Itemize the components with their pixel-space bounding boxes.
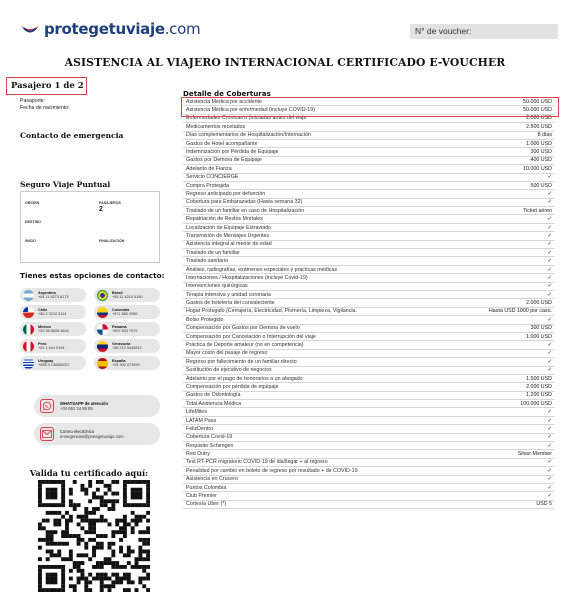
voucher-number-field: N° de voucher: [410,24,558,39]
coverage-row [183,308,555,316]
panama-flag-icon [97,324,108,335]
coverage-value: ✓ [547,249,552,256]
coverage-label: Asistencia integral al menor de edad [186,241,272,248]
contact-peru[interactable] [20,339,86,353]
country-name: Venezuela [112,341,131,346]
email-contact[interactable] [34,423,160,445]
coverage-value: 300 USD [530,149,552,156]
coverage-value: ✓ [547,425,552,432]
coverage-value: ✓ [547,350,552,357]
coverage-label: Gastos por Demora de Equipaje [186,157,262,164]
coverage-row [183,350,555,358]
coverage-value: ✓ [547,417,552,424]
coverage-value: 2.000 USD [526,300,552,307]
coverage-row [183,459,555,467]
country-phone: +34 900 673999 [112,363,140,367]
contact-argentina[interactable] [20,288,86,302]
venezuela-flag-icon [97,341,108,352]
coverage-label: Traslado de un familiar [186,249,240,256]
coverage-row [183,425,555,433]
coverage-value: 8 días [537,132,552,139]
uruguay-flag-icon [23,358,34,369]
coverage-value: USD 5 [536,501,552,508]
coverage-row [183,325,555,333]
coverage-row [183,442,555,450]
coverage-row [183,215,555,223]
contact-chile[interactable] [20,305,86,319]
coverage-title: Detalle de Coberturas [183,89,271,98]
coverage-label: Análisis, radiografías, exámenes especiales y prácticas médicas [186,266,338,273]
contact-venezuela[interactable] [94,339,160,353]
coverage-label: Transmisión de Mensajes Urgentes [186,232,270,239]
coverage-value: Ticket aéreo [523,207,552,214]
coverage-label: Regreso por fallecimiento de un familiar directo [186,358,297,365]
coverage-value: 1.000 USD [526,140,552,147]
coverage-row [183,467,555,475]
coverage-row [183,417,555,425]
coverage-table [183,98,555,509]
coverage-label: Compensación por Gastos por Demora de vuelo [186,325,300,332]
coverage-label: Traslado de un familiar en caso de Hospitalización [186,207,305,214]
whatsapp-number: +34 651 34 86 95 [60,406,93,411]
coverage-value: 2.500 USD [526,123,552,130]
coverage-value: ✓ [547,241,552,248]
coverage-label: FelizDentro [186,425,214,432]
coverage-label: Regreso anticipado por defunción [186,190,266,197]
coverage-label: Cortesía Uber (*) [186,501,227,508]
coverage-row [183,266,555,274]
coverage-value: ✓ [547,434,552,441]
country-name: Colombia [112,307,130,312]
coverage-row [183,224,555,232]
coverage-row [183,190,555,198]
coverage-row [183,182,555,190]
country-name: Brasil [112,290,123,295]
coverage-value: 1.000 USD [526,333,552,340]
coverage-value: ✓ [547,258,552,265]
highlight-box [181,97,559,117]
emergency-contact-title: Contacto de emergencia [20,131,124,140]
coverage-label: Adelanto de Fianza [186,165,232,172]
country-phone: +507 833 7976 [112,329,138,333]
coverage-row [183,174,555,182]
coverage-row [183,207,555,215]
coverage-row [183,316,555,324]
coverage-value: ✓ [547,442,552,449]
country-phone: +54 11 5273 8173 [38,295,69,299]
mexico-flag-icon [23,324,34,335]
coverage-value: ✓ [547,459,552,466]
coverage-row [183,283,555,291]
coverage-row [183,341,555,349]
start-date-label: INICIO [25,239,36,243]
coverage-label: Cobertura Covid-19 [186,434,233,441]
coverage-row [183,501,555,509]
coverage-value: 100.000 USD [520,400,552,407]
coverage-value: ✓ [547,484,552,491]
coverage-label: Localización de Equipaje Extraviado [186,224,272,231]
country-phone: +52 55 8526 4644 [38,329,69,333]
coverage-value: ✓ [547,467,552,474]
coverage-label: LifeMiles [186,409,207,416]
coverage-value: ✓ [547,274,552,281]
coverage-value: ✓ [547,493,552,500]
contact-panama[interactable] [94,322,160,336]
coverage-label: Servicio CONCIERGE [186,174,239,181]
contact-brasil[interactable] [94,288,160,302]
whatsapp-contact[interactable] [34,395,160,417]
birth-date-label: Fecha de nacimiento: [20,105,70,111]
coverage-value: 400 USD [530,157,552,164]
coverage-section [183,89,555,509]
coverage-value: ✓ [547,266,552,273]
coverage-label: Gastos de Odontología [186,392,241,399]
coverage-value: 1.500 USD [526,375,552,382]
passengers-label: PASAJEROS [99,201,121,205]
spain-flag-icon [97,358,108,369]
coverage-label: Bolso Protegido [186,316,224,323]
coverage-label: Mayor costo del pasaje de regreso [186,350,268,357]
coverage-value: ✓ [547,190,552,197]
email-value: emergencias@protegetuviaje.com [60,434,124,439]
coverage-value: ✓ [547,283,552,290]
country-name: España [112,358,126,363]
email-label: Correo electrónico [60,429,95,434]
country-phone: +571 580 0980 [112,312,138,316]
coverage-label: Indemnización por Pérdida de Equipaje [186,149,279,156]
mail-icon [40,427,54,441]
coverage-row [183,140,555,148]
passenger-meta [20,98,70,112]
coverage-label: Gastos de hotelería del convaleciente [186,300,275,307]
coverage-label: Asistencia Médica por accidente [186,98,262,105]
argentina-flag-icon [23,290,34,301]
qr-title: Valida tu certificado aquí: [29,468,149,478]
passport-label: Pasaporte: [20,98,46,104]
coverage-label: Asistencia en Crucero [186,476,238,483]
country-contacts [20,288,160,373]
country-name: Perú [38,341,47,346]
coverage-row [183,434,555,442]
coverage-value: ✓ [547,316,552,323]
coverage-label: Enfermedades Crónicas o (iniciadas antes del viaje [186,115,307,122]
whatsapp-icon [40,399,54,413]
coverage-value: ✓ [547,358,552,365]
brazil-flag-icon [97,290,108,301]
insurance-title: Seguro Viaje Puntual [20,180,111,189]
coverage-label: Club Premier [186,493,217,500]
coverage-label: Total Asistencia Médica [186,400,242,407]
whatsapp-label: WHATSAPP de atención [60,401,109,406]
contact-uruguay[interactable] [20,356,86,370]
country-phone: +55 11 4210 5190 [112,295,143,299]
contact-espana[interactable] [94,356,160,370]
coverage-label: Medicamentos recetados [186,123,246,130]
coverage-row [183,165,555,173]
coverage-row [183,232,555,240]
country-phone: +51 1 644 9194 [38,346,65,350]
coverage-value: 50.000 USD [523,98,552,105]
coverage-label: Traslado sanitario [186,258,228,265]
coverage-row [183,123,555,131]
coverage-row [183,450,555,458]
coverage-row [183,249,555,257]
coverage-label: Requisito Schengen [186,442,234,449]
country-name: Uruguay [38,358,54,363]
coverage-label: Puntos Colombia [186,484,227,491]
coverage-value: Hasta USD 1000 por caso. [488,308,552,315]
coverage-row [183,492,555,500]
coverage-row [183,358,555,366]
contact-options-title: Tienes estas opciones de contacto: [20,271,165,280]
coverage-value: 10.000 USD [523,165,552,172]
coverage-label: Internaciones / Hospitalizaciones (incluye Covid-19) [186,274,308,281]
coverage-label: Sustitución de ejecutivo de negocios [186,367,272,374]
coverage-row [183,375,555,383]
coverage-row [183,400,555,408]
coverage-label: Penalidad por cambio en boleto de regreso por resultado + de COVID-19 [186,467,358,474]
contact-colombia[interactable] [94,305,160,319]
coverage-label: Cobertura para Embarazadas (Hasta semana 32) [186,199,303,206]
umbrella-logo-icon [20,21,40,37]
coverage-row [183,484,555,492]
country-phone: +58 212 9442812 [112,346,142,350]
coverage-row [183,333,555,341]
coverage-label: Días complementarios de Hospitalización/Internación [186,132,311,139]
country-name: Argentina [38,290,56,295]
coverage-row [183,383,555,391]
coverage-value: ✓ [547,291,552,298]
coverage-label: Compra Protegida [186,182,229,189]
coverage-row [183,132,555,140]
destination-label: DESTINO [25,220,41,224]
coverage-label: Red Dutry [186,451,210,458]
coverage-value: 50.000 USD [523,107,552,114]
coverage-value: 1.200 USD [526,392,552,399]
coverage-label: Hogar Protegido (Cerrajería, Electricidad, Plomería, Limpieza, Vigilancia. [186,308,357,315]
coverage-label: Gastos de Hotel acompañante [186,140,258,147]
coverage-value: ✓ [547,476,552,483]
coverage-row [183,274,555,282]
coverage-row [183,367,555,375]
coverage-row [183,257,555,265]
coverage-row [183,241,555,249]
coverage-label: Compensación por Cancelación o Interrupción del viaje [186,333,316,340]
country-name: Chile [38,307,48,312]
coverage-value: Silver Member [517,451,552,458]
header [0,0,570,48]
coverage-value: ✓ [547,174,552,181]
peru-flag-icon [23,341,34,352]
country-phone: +56 2 3210 3114 [38,312,67,316]
coverage-value: 2.000 USD [526,383,552,390]
coverage-label: Práctica de Deporte amateur (no en competencia) [186,342,304,349]
coverage-label: LATAM Pass [186,417,217,424]
coverage-label: Intervenciones quirúrgicas [186,283,248,290]
coverage-row [183,157,555,165]
coverage-value: ✓ [547,216,552,223]
coverage-value: ✓ [547,224,552,231]
passengers-value: 2 [99,206,103,213]
coverage-value: 300 USD [530,325,552,332]
document-title: ASISTENCIA AL VIAJERO INTERNACIONAL CERTIFICADO E-VOUCHER [64,56,506,69]
validation-qr-code[interactable] [38,480,150,592]
origin-label: ORIGEN [25,201,40,205]
coverage-label: Asistencia Médica por enfermedad (incluye COVID-19) [186,107,315,114]
coverage-row [183,408,555,416]
coverage-value: ✓ [547,199,552,206]
coverage-label: Test RT-PCR migratorio COVID-19 de ida/llegar + al regreso [186,459,328,466]
coverage-row [183,291,555,299]
coverage-row [183,476,555,484]
colombia-flag-icon [97,307,108,318]
passenger-label: Pasajero 1 de 2 [6,77,87,95]
brand-name: protegetuviaje.com [44,20,201,38]
coverage-value: ✓ [547,342,552,349]
coverage-value: ✓ [547,232,552,239]
coverage-value: 500 USD [530,182,552,189]
brand-logo[interactable] [20,20,200,38]
end-date-label: FINALIZACIÓN [99,239,125,243]
country-phone: +598 4 136082007 [38,363,70,367]
coverage-row [183,199,555,207]
trip-details-box [20,191,160,263]
country-name: México [38,324,51,329]
coverage-row [183,392,555,400]
coverage-label: Adelanto por el pago de honorarios a un abogado [186,375,303,382]
coverage-label: Terapia intensiva y unidad coronaria [186,291,271,298]
contact-mexico[interactable] [20,322,86,336]
country-name: Panamá [112,324,127,329]
coverage-label: Compensación por pérdida de equipaje [186,383,279,390]
coverage-label: Repatriación de Restos Mortales [186,216,263,223]
chile-flag-icon [23,307,34,318]
coverage-row [183,148,555,156]
coverage-row [183,299,555,307]
coverage-value: ✓ [547,367,552,374]
coverage-value: 2.000 USD [526,115,552,122]
coverage-value: ✓ [547,409,552,416]
